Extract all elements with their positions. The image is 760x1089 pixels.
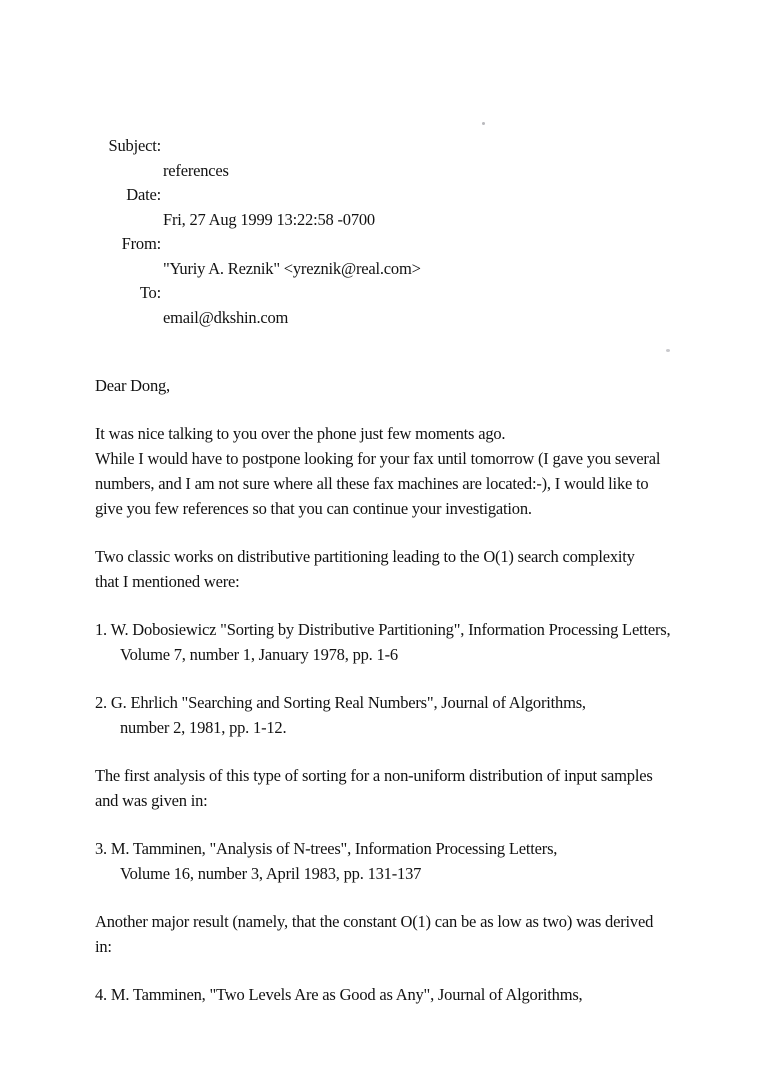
text-line: The first analysis of this type of sorting for a non-uniform distribution of input samples <box>95 766 653 785</box>
email-body <box>95 373 735 1007</box>
text-line: give you few references so that you can continue your investigation. <box>95 499 532 518</box>
text-line: While I would have to postpone looking for your fax until tomorrow (I gave you several <box>95 449 661 468</box>
subject-label: Subject: <box>108 136 161 155</box>
paragraph-another-result <box>95 909 735 959</box>
subject-value: references <box>163 160 229 180</box>
salutation <box>95 373 735 398</box>
email-document <box>95 134 735 1007</box>
to-value: email@dkshin.com <box>163 307 289 327</box>
header-field-subject <box>95 134 735 183</box>
text-line: that I mentioned were: <box>95 572 240 591</box>
text-line: Two classic works on distributive partitioning leading to the O(1) search complexity <box>95 547 635 566</box>
from-label: From: <box>121 234 161 253</box>
text-line: in: <box>95 937 112 956</box>
header-field-to <box>95 281 735 330</box>
text-line: numbers, and I am not sure where all these fax machines are located:-), I would like to <box>95 474 649 493</box>
text-line: and was given in: <box>95 791 208 810</box>
reference-item-1 <box>95 617 735 667</box>
text-line: 3. M. Tamminen, "Analysis of N-trees", Information Processing Letters, <box>95 839 558 858</box>
text-line: number 2, 1981, pp. 1-12. <box>120 718 287 737</box>
text-line: It was nice talking to you over the phone just few moments ago. <box>95 424 506 443</box>
to-label: To: <box>139 283 161 302</box>
header-field-date <box>95 183 735 232</box>
paragraph-intro <box>95 421 735 521</box>
email-header <box>95 134 735 330</box>
paragraph-first-analysis <box>95 763 735 813</box>
text-line: Volume 7, number 1, January 1978, pp. 1-6 <box>120 645 398 664</box>
scan-artifact-speck <box>482 122 485 125</box>
text-line: Another major result (namely, that the constant O(1) can be as low as two) was derived <box>95 912 654 931</box>
paragraph-two-classic-works <box>95 544 735 594</box>
text-line: 2. G. Ehrlich "Searching and Sorting Real Numbers", Journal of Algorithms, <box>95 693 586 712</box>
from-value: "Yuriy A. Reznik" <yreznik@real.com> <box>163 258 421 278</box>
text-line: 4. M. Tamminen, "Two Levels Are as Good as Any", Journal of Algorithms, <box>95 985 583 1004</box>
text-line: Dear Dong, <box>95 376 170 395</box>
reference-item-3 <box>95 836 735 886</box>
text-line: Volume 16, number 3, April 1983, pp. 131-137 <box>120 864 422 883</box>
reference-item-4 <box>95 982 735 1007</box>
text-line: 1. W. Dobosiewicz "Sorting by Distributive Partitioning", Information Processing Letters, <box>95 620 671 639</box>
reference-item-2 <box>95 690 735 740</box>
date-label: Date: <box>126 185 161 204</box>
date-value: Fri, 27 Aug 1999 13:22:58 -0700 <box>163 209 375 229</box>
header-field-from <box>95 232 735 281</box>
